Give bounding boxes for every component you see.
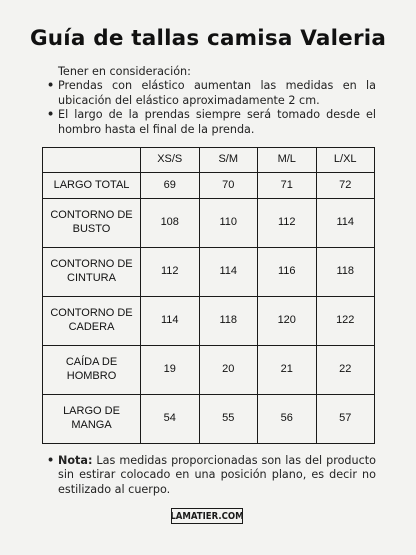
table-cell: 114 xyxy=(316,198,375,247)
size-table xyxy=(42,147,375,444)
row-label: CONTORNO DE CADERA xyxy=(43,296,141,345)
table-cell: 118 xyxy=(316,247,375,296)
table-cell: 70 xyxy=(199,173,258,198)
table-cell: 116 xyxy=(258,247,317,296)
bullet-elastic: • Prendas con elástico aumentan las medidas en la ubicación del elástico aproximadamente 2 cm. xyxy=(46,79,376,108)
table-cell: 57 xyxy=(316,394,375,443)
table-row xyxy=(43,394,375,443)
table-row xyxy=(43,247,375,296)
brand-logo: LAMATIER.COM xyxy=(171,508,243,524)
note-label: Nota: xyxy=(58,454,93,467)
table-cell: 69 xyxy=(141,173,200,198)
header-cell-l-xl: L/XL xyxy=(316,148,375,173)
table-cell: 56 xyxy=(258,394,317,443)
table-cell: 108 xyxy=(141,198,200,247)
note-item xyxy=(46,454,376,497)
table-cell: 114 xyxy=(199,247,258,296)
bullet-length: • El largo de la prendas siempre será tomado desde el hombro hasta el final de la prenda. xyxy=(46,108,376,137)
table-cell: 19 xyxy=(141,345,200,394)
table-cell: 120 xyxy=(258,296,317,345)
table-cell: 112 xyxy=(141,247,200,296)
intro-lead: Tener en consideración: xyxy=(58,65,191,78)
row-label: CONTORNO DE CINTURA xyxy=(43,247,141,296)
table-header-row xyxy=(43,148,375,173)
note-text: Las medidas proporcionadas son las del producto sin estirar colocado en una posición plano, es decir no estilizado al cuerpo. xyxy=(58,454,376,496)
table-cell: 110 xyxy=(199,198,258,247)
table-cell: 112 xyxy=(258,198,317,247)
row-label: CAÍDA DE HOMBRO xyxy=(43,345,141,394)
table-row xyxy=(43,345,375,394)
header-cell-m-l: M/L xyxy=(258,148,317,173)
header-cell-empty xyxy=(43,148,141,173)
table-cell: 122 xyxy=(316,296,375,345)
note-section xyxy=(46,454,376,497)
header-cell-xs-s: XS/S xyxy=(141,148,200,173)
table-cell: 72 xyxy=(316,173,375,198)
table-cell: 114 xyxy=(141,296,200,345)
table-row xyxy=(43,198,375,247)
table-row xyxy=(43,173,375,198)
row-label: LARGO DE MANGA xyxy=(43,394,141,443)
table-cell: 55 xyxy=(199,394,258,443)
table-cell: 54 xyxy=(141,394,200,443)
page-title: Guía de tallas camisa Valeria xyxy=(29,26,387,51)
table-cell: 21 xyxy=(258,345,317,394)
table-cell: 118 xyxy=(199,296,258,345)
header-cell-s-m: S/M xyxy=(199,148,258,173)
intro-section xyxy=(46,65,376,137)
row-label: LARGO TOTAL xyxy=(43,173,141,198)
table-cell: 20 xyxy=(199,345,258,394)
table-cell: 22 xyxy=(316,345,375,394)
intro-bullets xyxy=(46,79,376,137)
table-row xyxy=(43,296,375,345)
table-cell: 71 xyxy=(258,173,317,198)
row-label: CONTORNO DE BUSTO xyxy=(43,198,141,247)
